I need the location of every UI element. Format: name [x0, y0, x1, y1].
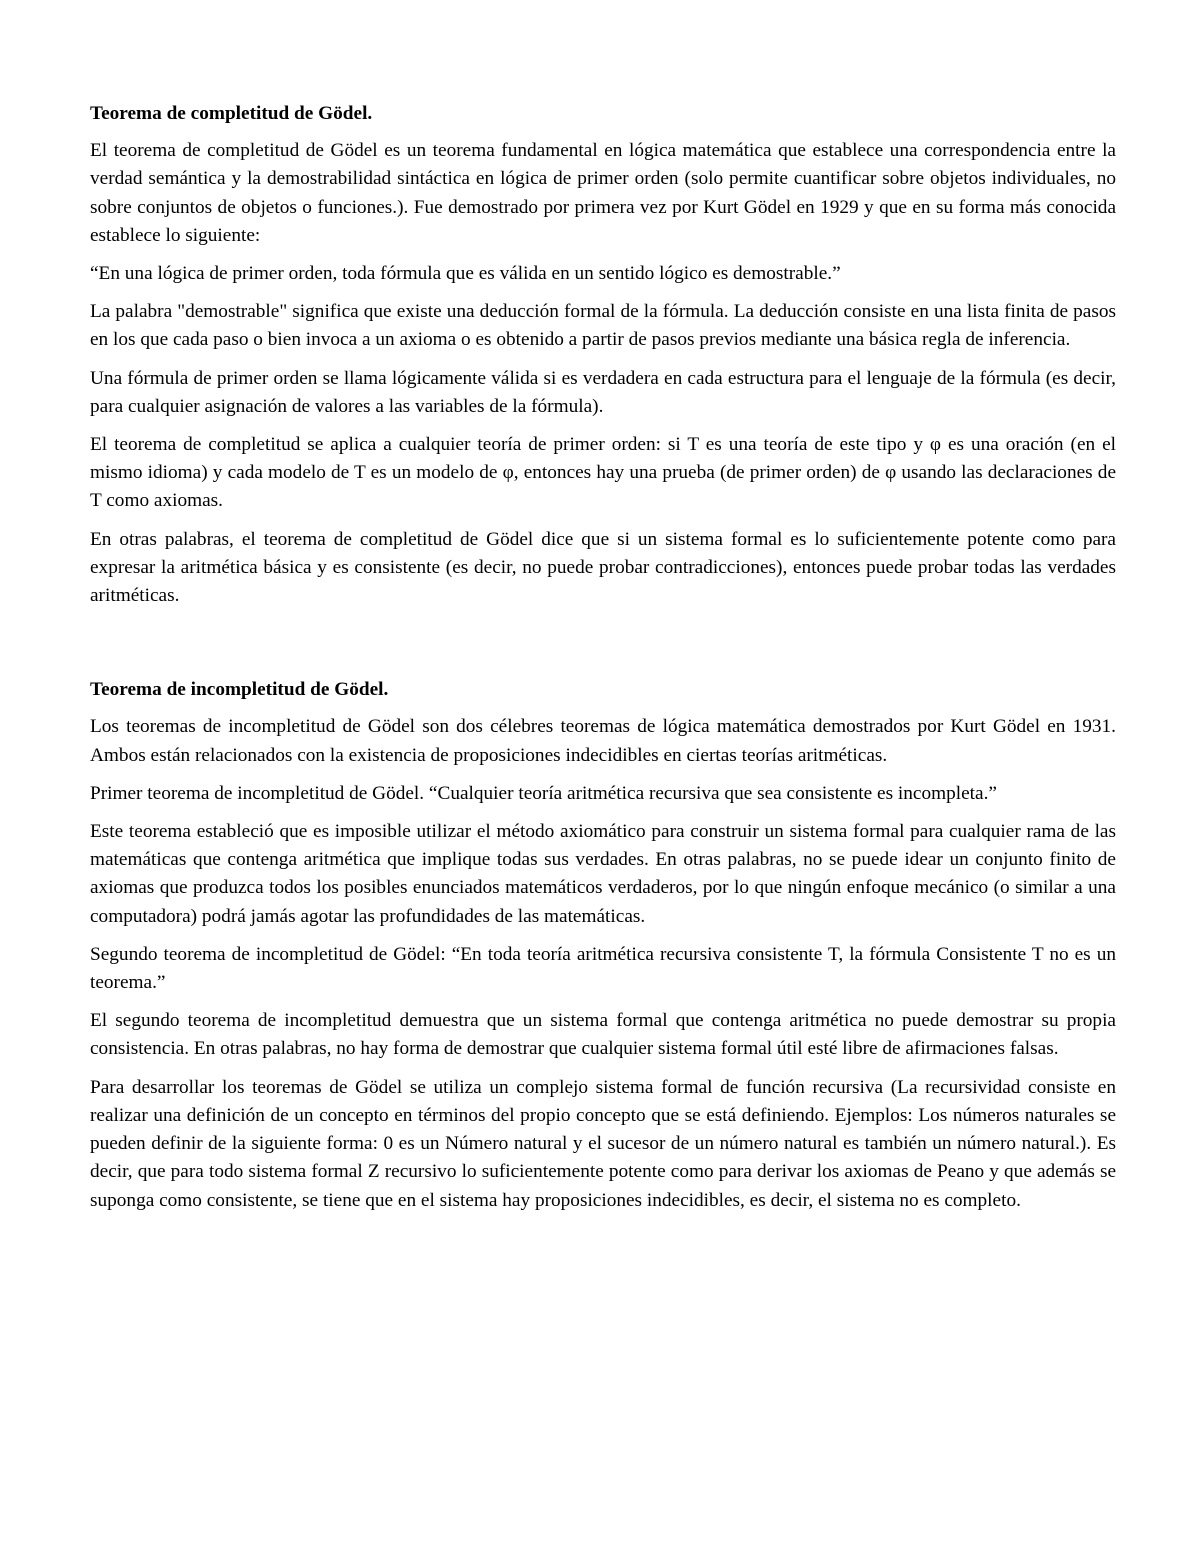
- paragraph: El segundo teorema de incompletitud demuestra que un sistema formal que contenga aritmética no puede demostrar su propia consistencia. En otras palabras, no hay forma de demostrar que cualquier sistema formal útil esté libre de afirmaciones falsas.: [90, 1010, 1116, 1060]
- paragraph: Una fórmula de primer orden se llama lógicamente válida si es verdadera en cada estructura para el lenguaje de la fórmula (es decir, para cualquier asignación de valores a las variables de la fórmula).: [90, 367, 1116, 417]
- paragraph: El teorema de completitud se aplica a cualquier teoría de primer orden: si T es una teoría de este tipo y φ es una oración (en el mismo idioma) y cada modelo de T es un modelo de φ, entonces hay una prueba (de primer orden) de φ usando las declaraciones de T como axiomas.: [90, 434, 1116, 512]
- paragraph: Segundo teorema de incompletitud de Gödel: “En toda teoría aritmética recursiva consistente T, la fórmula Consistente T no es un teorema.”: [90, 943, 1116, 994]
- paragraph: Primer teorema de incompletitud de Gödel. “Cualquier teoría aritmética recursiva que sea consistente es incompleta.”: [90, 782, 997, 804]
- paragraph: Este teorema estableció que es imposible utilizar el método axiomático para construir un sistema formal para cualquier rama de las matemáticas que contenga aritmética que implique todas sus verdades. En otras palabras, no se puede idear un conjunto finito de axiomas que produzca todos los posibles enunciados matemáticos verdaderos, por lo que ningún enfoque mecánico (o similar a una computadora) podrá jamás agotar las profundidades de las matemáticas.: [90, 821, 1116, 927]
- paragraph: Los teoremas de incompletitud de Gödel son dos célebres teoremas de lógica matemática demostrados por Kurt Gödel en 1931. Ambos están relacionados con la existencia de proposiciones indecidibles en ciertas teorías aritméticas.: [90, 716, 1116, 766]
- paragraph: En otras palabras, el teorema de completitud de Gödel dice que si un sistema formal es lo suficientemente potente como para expresar la aritmética básica y es consistente (es decir, no puede probar contradicciones), entonces puede probar todas las verdades aritméticas.: [90, 528, 1116, 607]
- section-completitud: [90, 100, 1116, 610]
- section-heading: Teorema de completitud de Gödel.: [90, 103, 373, 124]
- paragraph: La palabra "demostrable" significa que existe una deducción formal de la fórmula. La deducción consiste en una lista finita de pasos en los que cada paso o bien invoca a un axioma o es obtenido a partir de pasos previos mediante una básica regla de inferencia.: [90, 301, 1116, 351]
- paragraph: El teorema de completitud de Gödel es un teorema fundamental en lógica matemática que establece una correspondencia entre la verdad semántica y la demostrabilidad sintáctica en lógica de primer orden (solo permite cuantificar sobre objetos individuales, no sobre conjuntos de objetos o funciones.). Fue demostrado por primera vez por Kurt Gödel en 1929 y que en su forma más conocida establece lo siguiente:: [90, 140, 1116, 246]
- section-incompletitud: [90, 676, 1116, 1214]
- section-heading: Teorema de incompletitud de Gödel.: [90, 679, 389, 701]
- quote-paragraph: “En una lógica de primer orden, toda fórmula que es válida en un sentido lógico es demostrable.”: [90, 263, 841, 285]
- paragraph: Para desarrollar los teoremas de Gödel se utiliza un complejo sistema formal de función recursiva (La recursividad consiste en realizar una definición de un concepto en términos del propio concepto que se está definiendo. Ejemplos: Los números naturales se pueden definir de la siguiente forma: 0 es un Número natural y el sucesor de un número natural es también un número natural.). Es decir, que para todo sistema formal Z recursivo lo suficientemente potente como para derivar los axiomas de Peano y que además se suponga como consistente, se tiene que en el sistema hay proposiciones indecidibles, es decir, el sistema no es completo.: [90, 1076, 1116, 1211]
- document-page: [90, 100, 1116, 1225]
- section-spacer: [90, 620, 1116, 676]
